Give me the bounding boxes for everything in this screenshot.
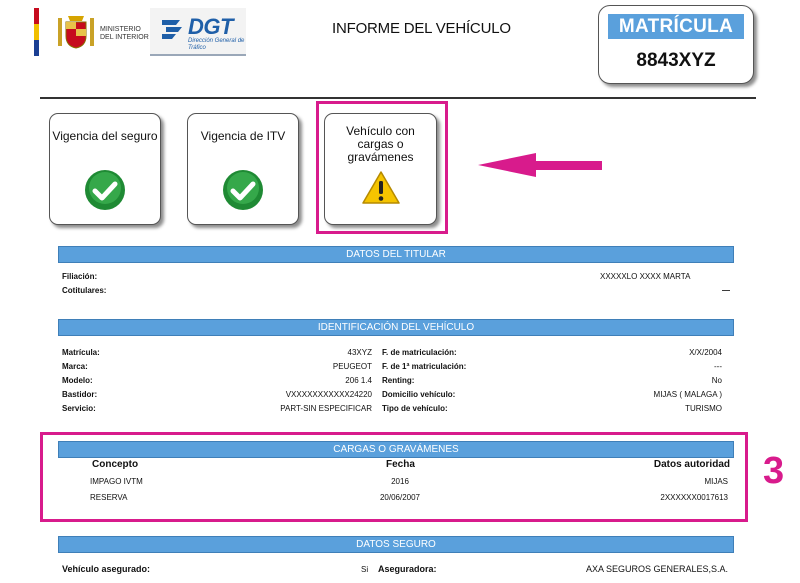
asegurado-label: Vehículo asegurado: — [62, 564, 151, 574]
flag-stripe-red — [34, 8, 39, 24]
bastidor-value: VXXXXXXXXXXX24220 — [285, 390, 372, 399]
servicio-value: PART-SIN ESPECIFICAR — [280, 404, 372, 413]
highlight-frame-cargas-card — [316, 101, 448, 234]
section-seguro-header: DATOS SEGURO — [58, 536, 734, 553]
marca-value: PEUGEOT — [332, 362, 372, 371]
cotitulares-label: Cotitulares: — [62, 286, 107, 295]
renting-value: No — [711, 376, 722, 385]
fecha-primera-matriculacion-value: --- — [714, 362, 722, 371]
carga-concepto: IMPAGO IVTM — [90, 477, 143, 486]
status-card-title: Vigencia de ITV — [200, 129, 286, 143]
page-title: INFORME DEL VEHÍCULO — [332, 20, 511, 37]
flag-stripe-blue — [34, 40, 39, 56]
matricula-label: Matrícula: — [62, 348, 100, 357]
asegurado-value: Si — [361, 565, 369, 574]
plate-label: MATRÍCULA — [608, 14, 744, 39]
dgt-logo — [150, 8, 246, 56]
tipo-vehiculo-label: Tipo de vehículo: — [382, 404, 448, 413]
plate-box — [598, 5, 754, 84]
check-icon — [83, 168, 127, 212]
servicio-label: Servicio: — [62, 404, 96, 413]
section-titular-header: DATOS DEL TITULAR — [58, 246, 734, 263]
dgt-mark-icon — [160, 16, 186, 42]
carga-autoridad: 2XXXXXX0017613 — [660, 493, 728, 502]
carga-fecha: 2016 — [391, 477, 409, 486]
column-header-autoridad: Datos autoridad — [653, 459, 730, 470]
gobierno-logo — [34, 8, 149, 56]
column-header-fecha: Fecha — [386, 459, 415, 470]
status-card-itv — [187, 113, 299, 225]
domicilio-label: Domicilio vehículo: — [382, 390, 456, 399]
arrow-left-icon — [478, 150, 604, 180]
dgt-subtitle: Dirección General de Tráfico — [188, 38, 245, 51]
fecha-matriculacion-label: F. de matriculación: — [382, 348, 457, 357]
carga-concepto: RESERVA — [90, 493, 128, 502]
fecha-matriculacion-value: X/X/2004 — [689, 348, 722, 357]
dgt-brand: DGT — [188, 14, 233, 39]
status-card-title: Vigencia del seguro — [52, 129, 158, 143]
renting-label: Renting: — [382, 376, 415, 385]
header-divider — [40, 97, 756, 99]
modelo-value: 206 1.4 — [345, 376, 372, 385]
ministry-text: MINISTERIO DEL INTERIOR — [100, 26, 149, 41]
section-identificacion-header: IDENTIFICACIÓN DEL VEHÍCULO — [58, 319, 734, 336]
tipo-vehiculo-value: TURISMO — [685, 404, 722, 413]
modelo-label: Modelo: — [62, 376, 93, 385]
aseguradora-value: AXA SEGUROS GENERALES,S.A. — [585, 564, 728, 574]
carga-autoridad: MIJAS — [704, 477, 728, 486]
annotation-number: 3 — [763, 450, 785, 492]
fecha-primera-matriculacion-label: F. de 1ª matriculación: — [382, 362, 467, 371]
column-header-concepto: Concepto — [92, 459, 139, 470]
flag-stripe-yellow — [34, 24, 39, 40]
aseguradora-label: Aseguradora: — [378, 564, 437, 574]
check-icon — [221, 168, 265, 212]
cotitulares-value: — — [722, 286, 730, 295]
filiacion-label: Filiación: — [62, 272, 98, 281]
domicilio-value: MIJAS ( MALAGA ) — [653, 390, 722, 399]
section-cargas-header: CARGAS O GRAVÁMENES — [58, 441, 734, 458]
plate-value: 8843XYZ — [636, 50, 716, 71]
status-card-seguro — [49, 113, 161, 225]
status-card-title: Vehículo con cargas o gravámenes — [346, 124, 415, 164]
carga-fecha: 20/06/2007 — [379, 493, 421, 502]
filiacion-value: XXXXXLO XXXX MARTA — [600, 272, 691, 281]
bastidor-label: Bastidor: — [62, 390, 98, 399]
matricula-value: 43XYZ — [347, 348, 372, 357]
marca-label: Marca: — [62, 362, 88, 371]
coat-of-arms-icon — [54, 14, 98, 52]
